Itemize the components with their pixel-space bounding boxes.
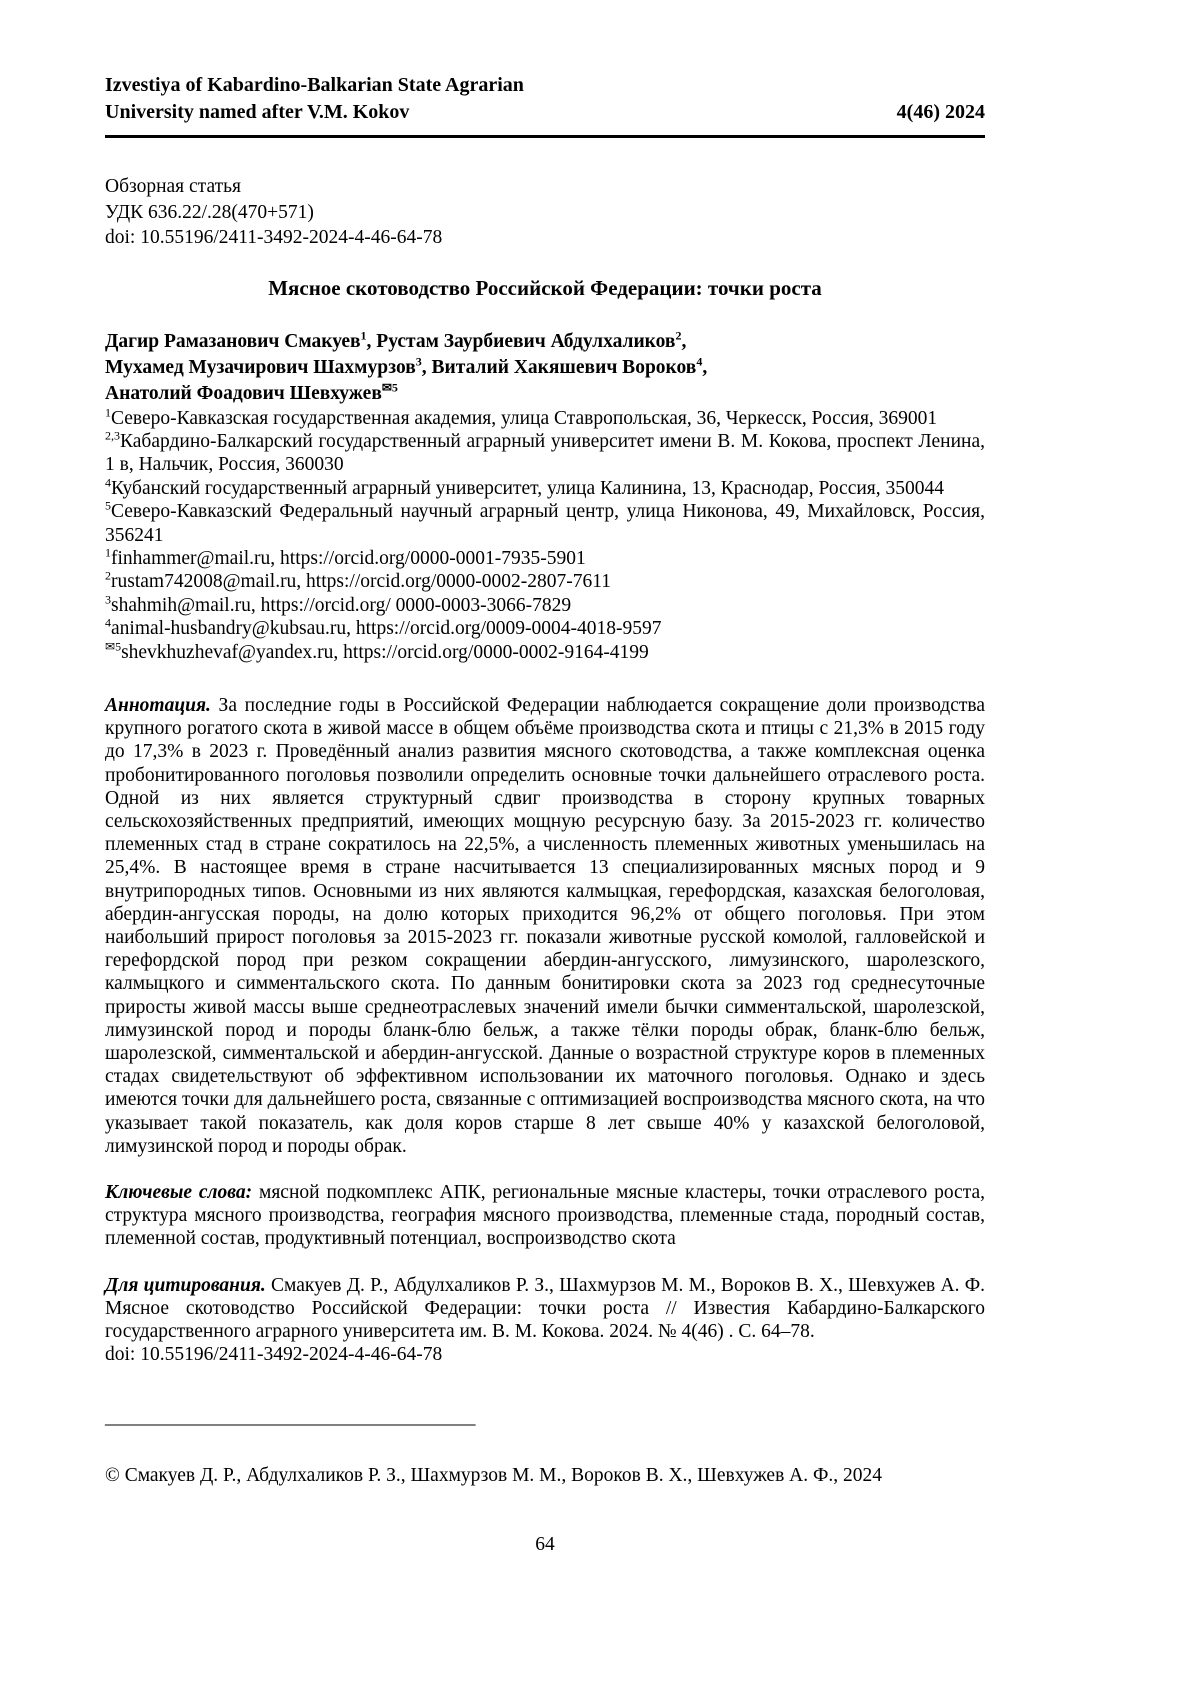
- journal-name-line1: Izvestiya of Kabardino-Balkarian State Agrarian: [105, 74, 524, 96]
- contact-mark: 2: [105, 568, 111, 583]
- abstract-label: Аннотация.: [105, 694, 211, 716]
- affiliation-text: Северо-Кавказская государственная академия, улица Ставропольская, 36, Черкесск, Россия, 369001: [111, 407, 938, 429]
- author-affiliation-mark: 2: [675, 328, 682, 342]
- affiliation-3: [105, 477, 985, 500]
- contact-5: [105, 641, 985, 664]
- contact-mark: 4: [105, 615, 111, 630]
- author-affiliation-mark: 3: [415, 354, 422, 368]
- contact-text: shevkhuzhevaf@yandex.ru, https://orcid.org/0000-0002-9164-4199: [121, 641, 649, 663]
- citation-paragraph: [105, 1274, 985, 1344]
- article-title: Мясное скотоводство Российской Федерации: точки роста: [268, 275, 822, 300]
- author-name: Мухамед Музачирович Шахмурзов: [105, 356, 416, 378]
- contact-2: [105, 570, 985, 593]
- authors-line-1: [105, 329, 985, 355]
- keywords-label: Ключевые слова:: [105, 1182, 253, 1204]
- footnote-divider: ______________________________________: [105, 1407, 476, 1429]
- contact-mark: 5: [115, 639, 122, 654]
- author-name: , Рустам Заурбиевич Абдулхаликов: [366, 330, 676, 352]
- affiliation-mark: 4: [105, 475, 111, 490]
- abstract-text: За последние годы в Российской Федерации наблюдается сокращение доли производства крупного рогатого скота в живой массе в общем объёме производства скота и птицы с 21,3% в 2015 году до 17,3% в 2023 г. Проведённый анализ развития мясного скотоводства, а также комплексная оценка пробонитированного поголовья позволили определить основные точки дальнейшего отраслевого роста. Одной из них является структурный сдвиг производства в сторону крупных товарных сельскохозяйственных предприятий, имеющих мощную ресурсную базу. За 2015-2023 гг. количество племенных стад в стране сократилось на 22,5%, а численность племенных животных уменьшилась на 25,4%. В настоящее время в стране насчитывается 13 специализированных мясных пород и 9 внутрипородных типов. Основными из них являются калмыцкая, герефордская, казахская белоголовая, абердин-ангусская породы, на долю которых приходится 96,2% от общего поголовья. При этом наибольший прирост поголовья за 2015-2023 гг. показали животные русской комолой, галловейской и герефордской пород при резком сокращении абердин-ангусского, лимузинского, шаролезского, калмыцкого и симментальского скота. По данным бонитировки скота за 2023 год среднесуточные приросты живой массы выше среднеотраслевых значений имели бычки симментальской, шаролезской, лимузинской пород и породы бланк-блю бельж, а также тёлки породы обрак, бланк-блю бельж, шаролезской, симментальской и абердин-ангусской. Данные о возрастной структуре коров в племенных стадах свидетельствуют об эффективном использовании их маточного поголовья. Однако и здесь имеются точки для дальнейшего роста, связанные с оптимизацией воспроизводства мясного скота, на что указывает такой показатель, как доля коров старше 8 лет свыше 40% у казахской белоголовой, лимузинской пород и породы обрак.: [105, 694, 985, 1157]
- citation-label: Для цитирования.: [105, 1274, 266, 1296]
- author-affiliation-mark: 1: [360, 328, 367, 342]
- citation-text: Смакуев Д. Р., Абдулхаликов Р. З., Шахмурзов М. М., Вороков В. Х., Шевхужев А. Ф. Мясное скотоводство Российской Федерации: точки роста // Известия Кабардино-Балкарского государственного аграрного университета им. В. М. Кокова. 2024. № 4(46) . С. 64–78.: [105, 1274, 986, 1343]
- contact-text: animal-husbandry@kubsau.ru, https://orcid.org/0009-0004-4018-9597: [111, 618, 662, 640]
- author-affiliation-mark: 4: [696, 354, 703, 368]
- keywords-text: мясной подкомплекс АПК, региональные мясные кластеры, точки отраслевого роста, структура мясного производства, география мясного производства, племенные стада, породный состав, племенной состав, продуктивный потенциал, воспроизводство скота: [105, 1182, 985, 1250]
- copyright-line: © Смакуев Д. Р., Абдулхаликов Р. З., Шахмурзов М. М., Вороков В. Х., Шевхужев А. Ф., 2024: [105, 1465, 883, 1487]
- citation-block: [105, 1274, 985, 1367]
- contacts-block: [105, 547, 985, 664]
- article-meta: [105, 174, 985, 251]
- author-name: Анатолий Фоадович Шевхужев: [105, 382, 382, 404]
- authors-block: [105, 329, 985, 407]
- contact-text: shahmih@mail.ru, https://orcid.org/ 0000-0003-3066-7829: [111, 594, 572, 616]
- article-type: Обзорная статья: [105, 176, 241, 197]
- affiliation-text: Кубанский государственный аграрный университет, улица Калинина, 13, Краснодар, Россия, 350044: [111, 477, 945, 499]
- corresponding-author-mark: [382, 380, 398, 394]
- affiliation-mark: 5: [105, 498, 111, 513]
- affiliation-mark: 1: [105, 405, 111, 419]
- contact-4: [105, 617, 985, 640]
- doi-line: doi: 10.55196/2411-3492-2024-4-46-64-78: [105, 227, 443, 248]
- affiliation-text: Северо-Кавказский Федеральный научный аграрный центр, улица Никонова, 49, Михайловск, Россия, 356241: [105, 501, 985, 546]
- affiliation-text: Кабардино-Балкарский государственный аграрный университет имени В. М. Кокова, проспект Ленина, 1 в, Нальчик, Россия, 360030: [105, 430, 985, 476]
- contact-1: [105, 547, 985, 570]
- affiliation-1: [105, 407, 985, 430]
- citation-doi: doi: 10.55196/2411-3492-2024-4-46-64-78: [105, 1344, 443, 1366]
- authors-line-tail: ,: [681, 330, 687, 352]
- authors-line-3: [105, 381, 985, 407]
- contact-mark: 3: [105, 592, 111, 607]
- corresponding-contact-mark: [105, 639, 121, 653]
- page-number: 64: [535, 1534, 555, 1556]
- contact-mark: 1: [105, 545, 111, 560]
- mail-icon: ✉: [105, 639, 116, 654]
- affiliation-mark: 2,3: [105, 428, 120, 443]
- affiliation-2: [105, 430, 985, 477]
- abstract-paragraph: [105, 694, 985, 1158]
- author-affiliation-mark: 5: [391, 380, 398, 394]
- journal-header: [105, 72, 985, 138]
- affiliations-block: [105, 407, 985, 547]
- mail-icon: ✉: [381, 380, 392, 394]
- issue-number: 4(46) 2024: [896, 101, 985, 123]
- author-name: Дагир Рамазанович Смакуев: [105, 330, 361, 352]
- contact-text: finhammer@mail.ru, https://orcid.org/0000-0001-7935-5901: [111, 547, 586, 569]
- authors-line-tail: ,: [702, 356, 708, 378]
- contact-text: rustam742008@mail.ru, https://orcid.org/0000-0002-2807-7611: [111, 571, 611, 593]
- keywords-paragraph: [105, 1181, 985, 1251]
- author-name: , Виталий Хакяшевич Вороков: [421, 356, 697, 378]
- udk-code: УДК 636.22/.28(470+571): [105, 201, 314, 223]
- affiliation-4: [105, 500, 985, 547]
- journal-name-line2: University named after V.M. Kokov: [105, 101, 410, 123]
- header-rule: [105, 135, 985, 138]
- contact-3: [105, 594, 985, 617]
- authors-line-2: [105, 355, 985, 381]
